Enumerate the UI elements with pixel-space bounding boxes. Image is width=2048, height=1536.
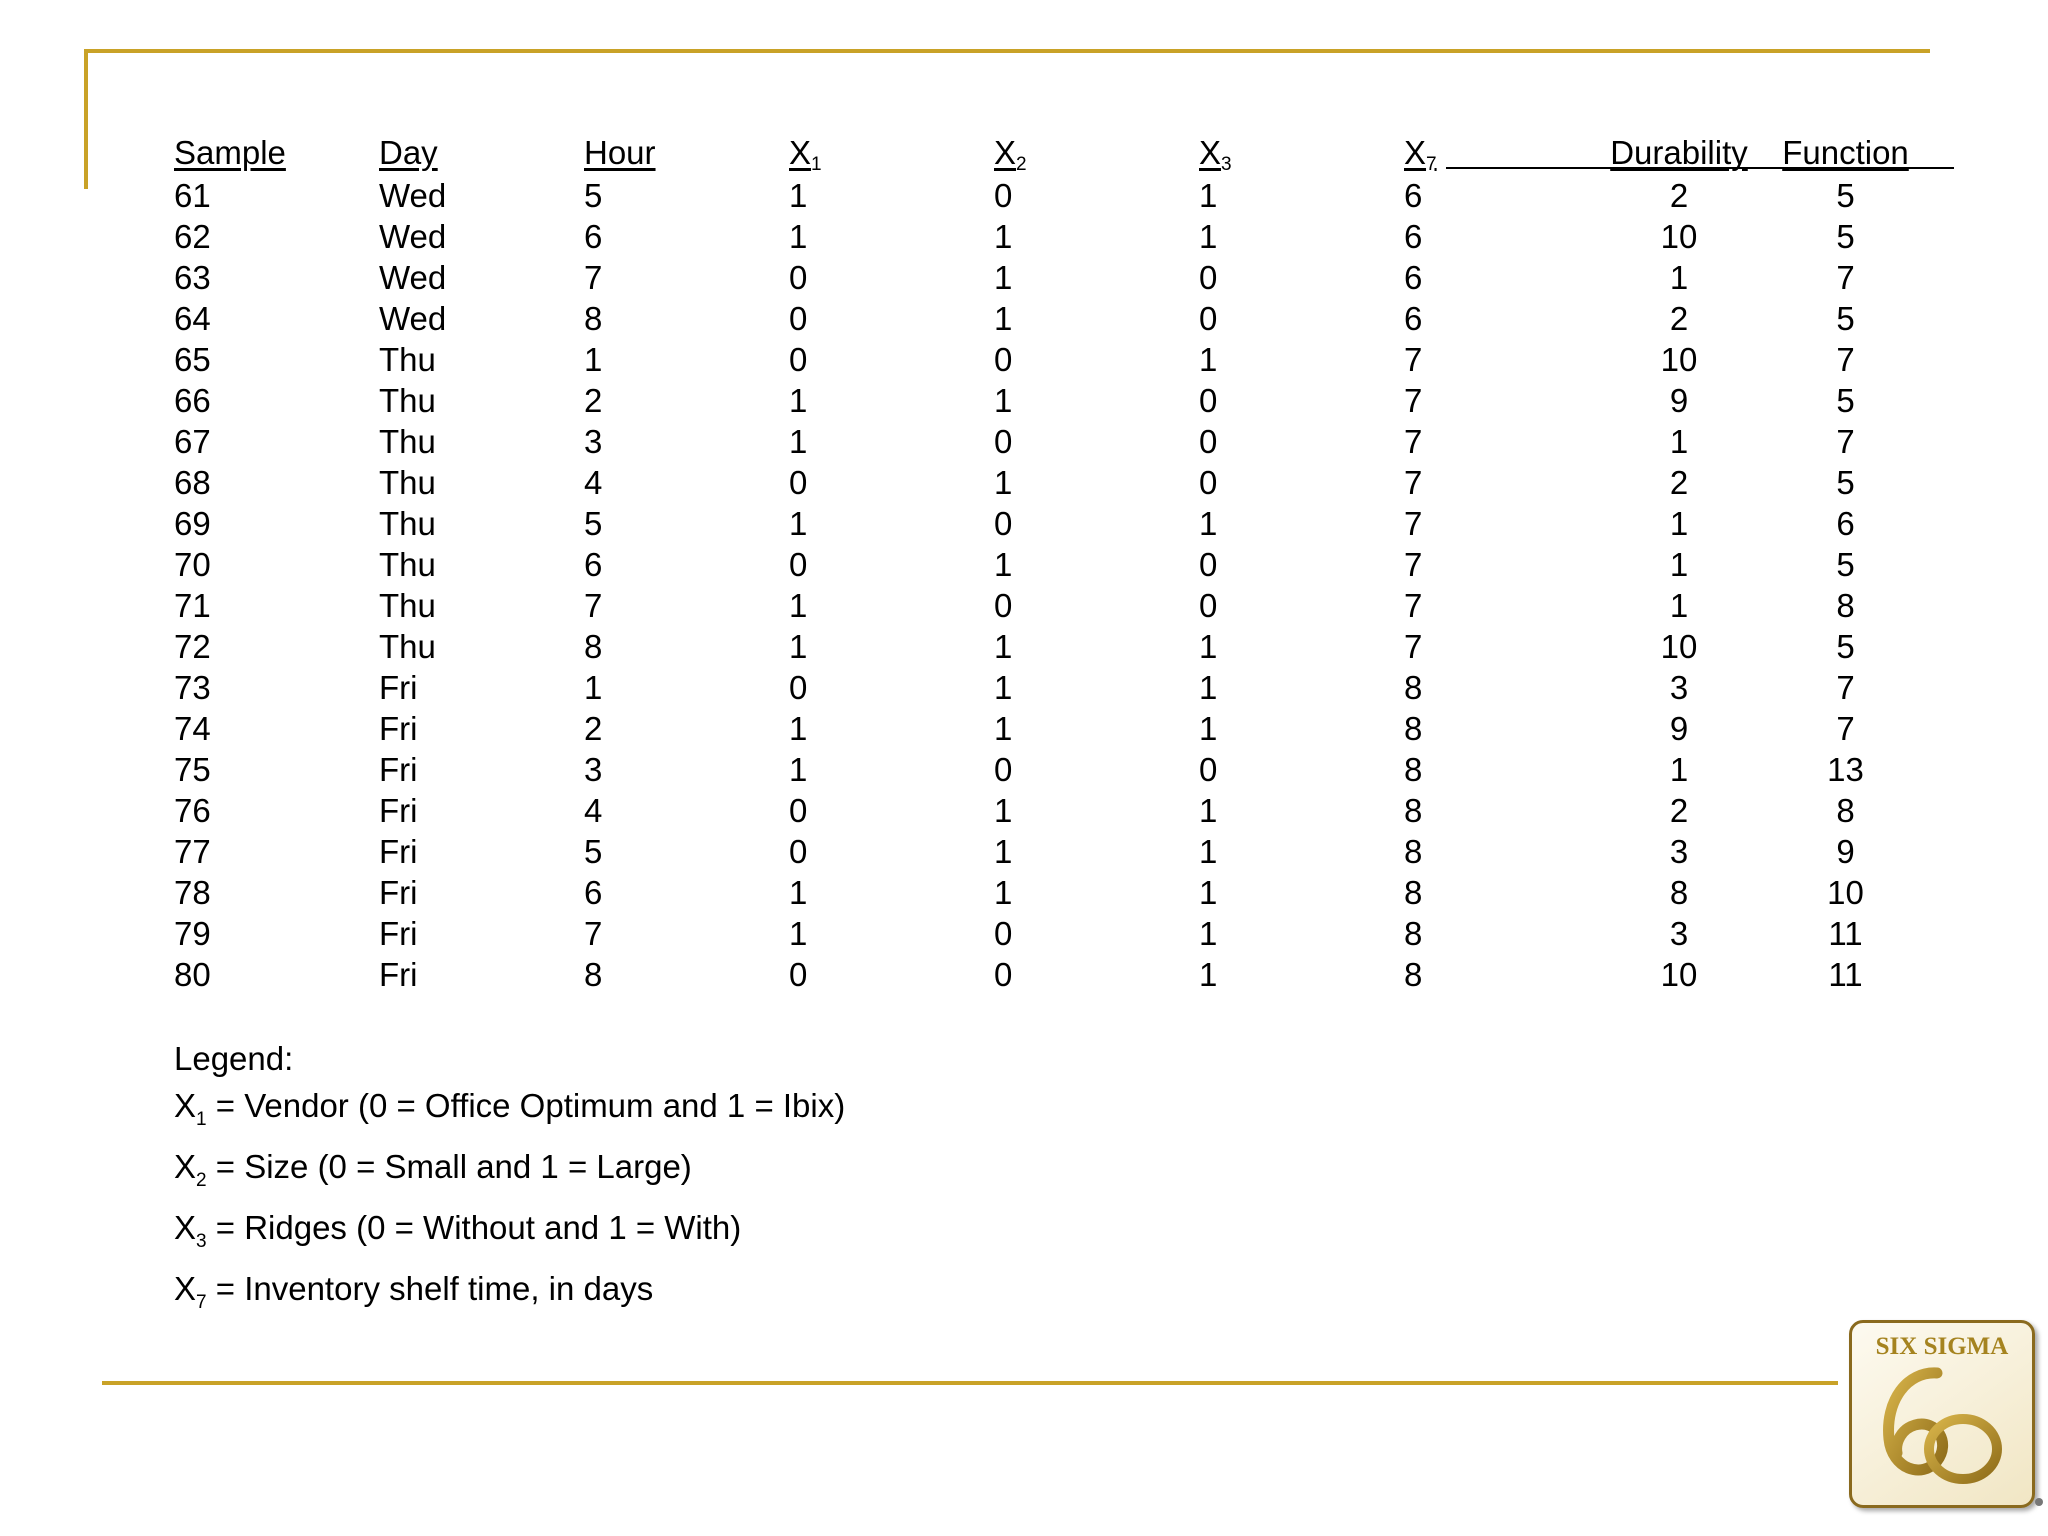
cell-durability: 9 bbox=[1669, 382, 1689, 419]
legend bbox=[174, 1035, 845, 1326]
cell-x7: 6 bbox=[1404, 177, 1423, 214]
left-rule bbox=[84, 49, 88, 189]
cell-durability: 8 bbox=[1669, 874, 1689, 911]
legend-item bbox=[174, 1265, 845, 1326]
cell-day: Fri bbox=[379, 874, 418, 911]
cell-hour: 3 bbox=[584, 751, 603, 788]
cell-x2: 1 bbox=[994, 669, 1013, 706]
cell-durability: 3 bbox=[1669, 833, 1689, 870]
cell-function: 7 bbox=[1836, 341, 1855, 378]
cell-x7: 8 bbox=[1404, 751, 1423, 788]
cell-x2: 0 bbox=[994, 915, 1013, 952]
cell-hour: 6 bbox=[584, 874, 603, 911]
cell-x1: 1 bbox=[789, 915, 808, 952]
cell-day: Thu bbox=[379, 382, 436, 419]
cell-durability: 1 bbox=[1669, 423, 1689, 460]
cell-x7: 8 bbox=[1404, 956, 1423, 993]
cell-function: 7 bbox=[1836, 710, 1855, 747]
cell-day: Thu bbox=[379, 628, 436, 665]
cell-x1: 1 bbox=[789, 874, 808, 911]
cell-function: 7 bbox=[1836, 669, 1855, 706]
six-sigma-logo bbox=[1849, 1320, 2035, 1508]
header-x1-var: X bbox=[789, 134, 812, 171]
header-x2-sub: 2 bbox=[1016, 154, 1027, 175]
legend-text: = Vendor (0 = Office Optimum and 1 = Ibix) bbox=[206, 1087, 846, 1124]
legend-sub: 3 bbox=[196, 1231, 207, 1252]
cell-durability: 3 bbox=[1669, 669, 1689, 706]
cell-x3: 0 bbox=[1199, 546, 1218, 583]
cell-sample: 66 bbox=[174, 382, 211, 419]
cell-day: Wed bbox=[379, 259, 447, 296]
cell-sample: 71 bbox=[174, 587, 211, 624]
legend-title: Legend: bbox=[174, 1040, 294, 1077]
cell-x1: 0 bbox=[789, 956, 808, 993]
cell-x7: 8 bbox=[1404, 669, 1423, 706]
cell-day: Fri bbox=[379, 915, 418, 952]
cell-x2: 1 bbox=[994, 259, 1013, 296]
cell-hour: 7 bbox=[584, 259, 603, 296]
cell-durability: 10 bbox=[1660, 628, 1698, 665]
cell-sample: 61 bbox=[174, 177, 211, 214]
cell-x7: 7 bbox=[1404, 464, 1423, 501]
cell-hour: 2 bbox=[584, 710, 603, 747]
cell-x2: 0 bbox=[994, 587, 1013, 624]
header-x3-sub: 3 bbox=[1221, 154, 1232, 175]
cell-sample: 73 bbox=[174, 669, 211, 706]
cell-day: Fri bbox=[379, 751, 418, 788]
cell-hour: 1 bbox=[584, 341, 603, 378]
header-sample: Sample bbox=[174, 134, 286, 171]
cell-sample: 70 bbox=[174, 546, 211, 583]
cell-hour: 6 bbox=[584, 218, 603, 255]
cell-function: 8 bbox=[1836, 587, 1855, 624]
cell-x1: 1 bbox=[789, 382, 808, 419]
cell-x2: 1 bbox=[994, 546, 1013, 583]
cell-x7: 7 bbox=[1404, 341, 1423, 378]
cell-hour: 7 bbox=[584, 587, 603, 624]
cell-x1: 0 bbox=[789, 833, 808, 870]
cell-day: Thu bbox=[379, 464, 436, 501]
cell-x1: 0 bbox=[789, 300, 808, 337]
cell-x1: 0 bbox=[789, 669, 808, 706]
cell-x3: 1 bbox=[1199, 669, 1218, 706]
cell-x7: 8 bbox=[1404, 792, 1423, 829]
cell-hour: 5 bbox=[584, 833, 603, 870]
cell-day: Thu bbox=[379, 587, 436, 624]
top-rule bbox=[84, 49, 1930, 53]
cell-x7: 8 bbox=[1404, 833, 1423, 870]
cell-x7: 8 bbox=[1404, 915, 1423, 952]
cell-sample: 76 bbox=[174, 792, 211, 829]
cell-x1: 1 bbox=[789, 177, 808, 214]
cell-x2: 1 bbox=[994, 300, 1013, 337]
cell-x2: 0 bbox=[994, 751, 1013, 788]
cell-durability: 1 bbox=[1669, 751, 1689, 788]
cell-hour: 1 bbox=[584, 669, 603, 706]
cell-durability: 2 bbox=[1669, 300, 1689, 337]
cell-function: 5 bbox=[1836, 177, 1855, 214]
legend-sub: 1 bbox=[196, 1109, 207, 1130]
legend-var: X bbox=[174, 1148, 197, 1185]
cell-function: 6 bbox=[1836, 505, 1855, 542]
cell-day: Thu bbox=[379, 423, 436, 460]
cell-sample: 75 bbox=[174, 751, 211, 788]
cell-sample: 80 bbox=[174, 956, 211, 993]
cell-durability: 10 bbox=[1660, 341, 1698, 378]
cell-sample: 68 bbox=[174, 464, 211, 501]
cell-x3: 1 bbox=[1199, 341, 1218, 378]
cell-hour: 4 bbox=[584, 464, 603, 501]
cell-x3: 1 bbox=[1199, 505, 1218, 542]
cell-x3: 0 bbox=[1199, 464, 1218, 501]
cell-x2: 1 bbox=[994, 382, 1013, 419]
legend-var: X bbox=[174, 1087, 197, 1124]
cell-x2: 0 bbox=[994, 423, 1013, 460]
cell-sample: 63 bbox=[174, 259, 211, 296]
cell-durability: 2 bbox=[1669, 792, 1689, 829]
cell-day: Wed bbox=[379, 300, 447, 337]
legend-sub: 2 bbox=[196, 1170, 207, 1191]
cell-x1: 1 bbox=[789, 710, 808, 747]
cell-hour: 7 bbox=[584, 915, 603, 952]
cell-x2: 1 bbox=[994, 218, 1013, 255]
cell-x3: 0 bbox=[1199, 300, 1218, 337]
cell-x1: 1 bbox=[789, 751, 808, 788]
cell-x3: 1 bbox=[1199, 915, 1218, 952]
cell-x1: 1 bbox=[789, 423, 808, 460]
cell-sample: 67 bbox=[174, 423, 211, 460]
cell-x7: 7 bbox=[1404, 587, 1423, 624]
legend-item bbox=[174, 1204, 845, 1265]
cell-x1: 0 bbox=[789, 546, 808, 583]
cell-sample: 62 bbox=[174, 218, 211, 255]
cell-sample: 77 bbox=[174, 833, 211, 870]
cell-day: Thu bbox=[379, 505, 436, 542]
cell-x2: 0 bbox=[994, 505, 1013, 542]
logo-text: SIX SIGMA bbox=[1875, 1333, 2009, 1360]
cell-x1: 1 bbox=[789, 628, 808, 665]
cell-sample: 64 bbox=[174, 300, 211, 337]
bottom-rule bbox=[102, 1381, 1838, 1385]
cell-durability: 2 bbox=[1669, 177, 1689, 214]
legend-text: = Inventory shelf time, in days bbox=[206, 1270, 654, 1307]
cell-function: 5 bbox=[1836, 628, 1855, 665]
cell-durability: 1 bbox=[1669, 587, 1689, 624]
cell-hour: 3 bbox=[584, 423, 603, 460]
cell-hour: 4 bbox=[584, 792, 603, 829]
legend-text: = Size (0 = Small and 1 = Large) bbox=[206, 1148, 692, 1185]
cell-sample: 69 bbox=[174, 505, 211, 542]
header-function: Function bbox=[1782, 134, 1909, 171]
cell-hour: 8 bbox=[584, 956, 603, 993]
cell-sample: 65 bbox=[174, 341, 211, 378]
cell-x3: 0 bbox=[1199, 587, 1218, 624]
cell-x1: 0 bbox=[789, 341, 808, 378]
cell-function: 7 bbox=[1836, 259, 1855, 296]
cell-x2: 0 bbox=[994, 341, 1013, 378]
legend-text: = Ridges (0 = Without and 1 = With) bbox=[206, 1209, 742, 1246]
header-x1-sub: 1 bbox=[811, 154, 822, 175]
legend-var: X bbox=[174, 1270, 197, 1307]
cell-x2: 1 bbox=[994, 792, 1013, 829]
header-x7-sub: 7 bbox=[1426, 154, 1437, 175]
cell-function: 11 bbox=[1828, 956, 1863, 993]
cell-x7: 7 bbox=[1404, 546, 1423, 583]
cell-function: 5 bbox=[1836, 546, 1855, 583]
cell-sample: 79 bbox=[174, 915, 211, 952]
cell-x3: 0 bbox=[1199, 751, 1218, 788]
cell-hour: 8 bbox=[584, 300, 603, 337]
cell-x7: 7 bbox=[1404, 505, 1423, 542]
cell-durability: 1 bbox=[1669, 259, 1689, 296]
cell-x1: 0 bbox=[789, 792, 808, 829]
cell-x7: 6 bbox=[1404, 218, 1423, 255]
cell-durability: 10 bbox=[1660, 218, 1698, 255]
cell-x7: 7 bbox=[1404, 382, 1423, 419]
cell-hour: 5 bbox=[584, 505, 603, 542]
six-sigma-symbol-icon bbox=[1867, 1361, 2017, 1491]
cell-x3: 1 bbox=[1199, 833, 1218, 870]
cell-durability: 1 bbox=[1669, 546, 1689, 583]
cell-x3: 1 bbox=[1199, 628, 1218, 665]
cell-x2: 0 bbox=[994, 956, 1013, 993]
cell-function: 9 bbox=[1836, 833, 1855, 870]
cell-x1: 0 bbox=[789, 464, 808, 501]
cell-x2: 0 bbox=[994, 177, 1013, 214]
cell-x3: 0 bbox=[1199, 382, 1218, 419]
cell-durability: 3 bbox=[1669, 915, 1689, 952]
legend-item bbox=[174, 1143, 845, 1204]
cell-day: Fri bbox=[379, 956, 418, 993]
cell-x2: 1 bbox=[994, 628, 1013, 665]
cell-day: Thu bbox=[379, 546, 436, 583]
cell-durability: 9 bbox=[1669, 710, 1689, 747]
cell-x7: 7 bbox=[1404, 628, 1423, 665]
cell-durability: 1 bbox=[1669, 505, 1689, 542]
cell-x2: 1 bbox=[994, 833, 1013, 870]
cell-function: 7 bbox=[1836, 423, 1855, 460]
cell-x1: 1 bbox=[789, 505, 808, 542]
cell-x3: 0 bbox=[1199, 259, 1218, 296]
cell-hour: 5 bbox=[584, 177, 603, 214]
cell-x1: 1 bbox=[789, 587, 808, 624]
cell-x2: 1 bbox=[994, 464, 1013, 501]
header-x2-var: X bbox=[994, 134, 1017, 171]
cell-function: 13 bbox=[1827, 751, 1864, 788]
cell-x3: 0 bbox=[1199, 423, 1218, 460]
cell-hour: 6 bbox=[584, 546, 603, 583]
cell-x3: 1 bbox=[1199, 710, 1218, 747]
cell-function: 5 bbox=[1836, 300, 1855, 337]
cell-x3: 1 bbox=[1199, 177, 1218, 214]
legend-var: X bbox=[174, 1209, 197, 1246]
header-durability: Durability bbox=[1610, 134, 1748, 171]
cell-durability: 2 bbox=[1669, 464, 1689, 501]
header-x3-var: X bbox=[1199, 134, 1222, 171]
header-day: Day bbox=[379, 134, 438, 171]
cell-day: Fri bbox=[379, 792, 418, 829]
cell-x3: 1 bbox=[1199, 792, 1218, 829]
cell-sample: 72 bbox=[174, 628, 211, 665]
cell-x3: 1 bbox=[1199, 218, 1218, 255]
cell-x7: 6 bbox=[1404, 300, 1423, 337]
cell-x7: 8 bbox=[1404, 710, 1423, 747]
cell-function: 5 bbox=[1836, 218, 1855, 255]
cell-x3: 1 bbox=[1199, 874, 1218, 911]
cell-x2: 1 bbox=[994, 710, 1013, 747]
cell-day: Wed bbox=[379, 177, 447, 214]
header-hour: Hour bbox=[584, 134, 656, 171]
legend-sub: 7 bbox=[196, 1292, 207, 1313]
cell-function: 5 bbox=[1836, 464, 1855, 501]
cell-durability: 10 bbox=[1660, 956, 1698, 993]
cell-day: Fri bbox=[379, 833, 418, 870]
cell-x7: 8 bbox=[1404, 874, 1423, 911]
cell-function: 8 bbox=[1836, 792, 1855, 829]
cell-function: 11 bbox=[1828, 915, 1863, 952]
cell-x1: 0 bbox=[789, 259, 808, 296]
legend-item bbox=[174, 1082, 845, 1143]
cell-sample: 78 bbox=[174, 874, 211, 911]
cell-day: Wed bbox=[379, 218, 447, 255]
cell-hour: 2 bbox=[584, 382, 603, 419]
cell-x7: 6 bbox=[1404, 259, 1423, 296]
cell-day: Fri bbox=[379, 669, 418, 706]
cell-hour: 8 bbox=[584, 628, 603, 665]
cell-x2: 1 bbox=[994, 874, 1013, 911]
cell-x7: 7 bbox=[1404, 423, 1423, 460]
cell-function: 5 bbox=[1836, 382, 1855, 419]
cell-day: Fri bbox=[379, 710, 418, 747]
cell-day: Thu bbox=[379, 341, 436, 378]
logo-dot bbox=[2035, 1498, 2043, 1506]
cell-x3: 1 bbox=[1199, 956, 1218, 993]
cell-x1: 1 bbox=[789, 218, 808, 255]
cell-function: 10 bbox=[1827, 874, 1864, 911]
header-x7-var: X bbox=[1404, 134, 1427, 171]
cell-sample: 74 bbox=[174, 710, 211, 747]
